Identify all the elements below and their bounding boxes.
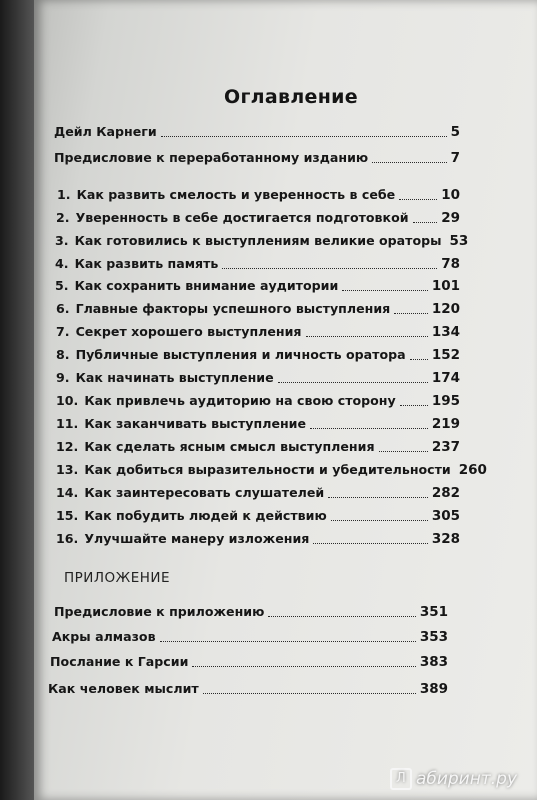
toc-chapter-number: 11. bbox=[56, 416, 79, 431]
toc-chapter-number: 16. bbox=[56, 531, 79, 546]
toc-chapter-number: 6. bbox=[56, 301, 70, 316]
dot-leader bbox=[268, 615, 415, 617]
toc-row bbox=[56, 439, 460, 455]
toc-row bbox=[50, 654, 448, 670]
dot-leader bbox=[399, 198, 437, 200]
toc-page-number: 389 bbox=[419, 681, 448, 697]
toc-chapter-number: 10. bbox=[56, 393, 79, 408]
toc-page-number: 78 bbox=[441, 256, 460, 272]
toc-row bbox=[56, 485, 460, 501]
dot-leader bbox=[278, 381, 428, 383]
toc-chapter-number: 8. bbox=[56, 347, 70, 362]
toc-chapter-number: 12. bbox=[56, 439, 79, 454]
book-page bbox=[34, 0, 537, 800]
toc-row bbox=[56, 347, 460, 363]
toc-page-number: 195 bbox=[431, 393, 460, 409]
toc-row bbox=[56, 301, 460, 317]
toc-entry-label: Главные факторы успешного выступления bbox=[75, 301, 391, 316]
toc-entry-label: Уверенность в себе достигается подготовкой bbox=[75, 210, 409, 225]
toc-chapter-number: 9. bbox=[56, 370, 70, 385]
toc-page-number: 7 bbox=[450, 150, 460, 166]
toc-row bbox=[56, 508, 460, 524]
toc-entry-label: Улучшайте манеру изложения bbox=[84, 531, 310, 546]
toc-row bbox=[55, 256, 460, 272]
toc-page-number: 29 bbox=[441, 210, 460, 226]
dot-leader bbox=[313, 542, 427, 544]
toc-page-number: 353 bbox=[419, 629, 448, 645]
toc-page-number: 351 bbox=[419, 604, 448, 620]
dot-leader bbox=[379, 450, 428, 452]
toc-chapter-number: 4. bbox=[55, 256, 69, 271]
toc-entry-label: Как готовились к выступлениям великие ораторы bbox=[74, 233, 442, 248]
toc-entry-label: Секрет хорошего выступления bbox=[75, 324, 302, 339]
toc-page-number: 237 bbox=[431, 439, 460, 455]
toc-chapter-number: 13. bbox=[56, 462, 79, 477]
dot-leader bbox=[310, 427, 428, 429]
toc-entry-label: Как побудить людей к действию bbox=[84, 508, 327, 523]
toc-entry-label: Предисловие к приложению bbox=[54, 604, 265, 619]
toc-entry-label: Как сохранить внимание аудитории bbox=[74, 278, 339, 293]
toc-entry-label: Как человек мыслит bbox=[48, 681, 199, 696]
toc-page-number: 10 bbox=[441, 187, 460, 203]
watermark-text: абиринт.ру bbox=[415, 769, 517, 789]
dot-leader bbox=[410, 358, 428, 360]
toc-row bbox=[55, 278, 460, 294]
toc-entry-label: Послание к Гарсии bbox=[50, 654, 189, 669]
toc-row bbox=[57, 187, 460, 203]
toc-page-number: 152 bbox=[431, 347, 460, 363]
toc-chapter-number: 15. bbox=[56, 508, 79, 523]
toc-row bbox=[56, 462, 487, 478]
toc-row bbox=[56, 531, 460, 547]
toc-row bbox=[56, 393, 460, 409]
toc-chapter-number: 1. bbox=[57, 187, 71, 202]
dot-leader bbox=[161, 135, 447, 137]
toc-page-number: 134 bbox=[431, 324, 460, 340]
toc-page-number: 120 bbox=[431, 301, 460, 317]
watermark bbox=[390, 768, 517, 790]
toc-page-number: 383 bbox=[419, 654, 448, 670]
dot-leader bbox=[328, 496, 428, 498]
dot-leader bbox=[342, 289, 428, 291]
dot-leader bbox=[306, 335, 428, 337]
dot-leader bbox=[394, 312, 428, 314]
toc-row bbox=[48, 681, 448, 697]
toc-page-number: 101 bbox=[431, 278, 460, 294]
book-spine bbox=[0, 0, 34, 800]
toc-entry-label: Как заканчивать выступление bbox=[84, 416, 307, 431]
dot-leader bbox=[331, 519, 428, 521]
toc-chapter-number: 7. bbox=[56, 324, 70, 339]
dot-leader bbox=[203, 692, 416, 694]
toc-page-number: 282 bbox=[431, 485, 460, 501]
toc-entry-label: Как добиться выразительности и убедительности bbox=[84, 462, 451, 477]
toc-entry-label: Публичные выступления и личность оратора bbox=[75, 347, 406, 362]
toc-row bbox=[52, 629, 448, 645]
toc-row bbox=[54, 150, 460, 166]
toc-row bbox=[56, 370, 460, 386]
dot-leader bbox=[413, 221, 438, 223]
toc-entry-label: Как развить смелость и уверенность в себе bbox=[76, 187, 396, 202]
toc-entry-label: Как развить память bbox=[74, 256, 219, 271]
toc-entry-label: Дейл Карнеги bbox=[54, 124, 157, 139]
toc-page-number: 328 bbox=[431, 531, 460, 547]
toc-page-number: 305 bbox=[431, 508, 460, 524]
toc-page-number: 53 bbox=[449, 233, 469, 249]
toc-chapter-number: 14. bbox=[56, 485, 79, 500]
toc-entry-label: Как сделать ясным смысл выступления bbox=[84, 439, 375, 454]
toc-entry-label: Как привлечь аудиторию на свою сторону bbox=[84, 393, 396, 408]
toc-title: Оглавление bbox=[224, 86, 358, 108]
toc-row bbox=[56, 416, 460, 432]
toc-page-number: 5 bbox=[450, 124, 460, 140]
toc-entry-label: Как начинать выступление bbox=[75, 370, 274, 385]
toc-row bbox=[56, 210, 460, 226]
toc-row bbox=[55, 233, 469, 249]
toc-row bbox=[56, 324, 460, 340]
toc-page-number: 260 bbox=[458, 462, 487, 478]
dot-leader bbox=[372, 161, 446, 163]
dot-leader bbox=[222, 267, 437, 269]
appendix-heading: ПРИЛОЖЕНИЕ bbox=[64, 570, 171, 586]
dot-leader bbox=[192, 665, 415, 667]
dot-leader bbox=[400, 404, 428, 406]
toc-row bbox=[54, 604, 448, 620]
toc-entry-label: Предисловие к переработанному изданию bbox=[54, 150, 369, 165]
toc-page-number: 174 bbox=[431, 370, 460, 386]
toc-chapter-number: 2. bbox=[56, 210, 70, 225]
toc-chapter-number: 5. bbox=[55, 278, 69, 293]
toc-page-number: 219 bbox=[431, 416, 460, 432]
toc-chapter-number: 3. bbox=[55, 233, 69, 248]
table-of-contents bbox=[34, 0, 537, 800]
toc-entry-label: Как заинтересовать слушателей bbox=[84, 485, 325, 500]
dot-leader bbox=[160, 640, 416, 642]
toc-entry-label: Акры алмазов bbox=[52, 629, 156, 644]
labirint-logo-icon: Л bbox=[390, 768, 412, 790]
toc-row bbox=[54, 124, 460, 140]
